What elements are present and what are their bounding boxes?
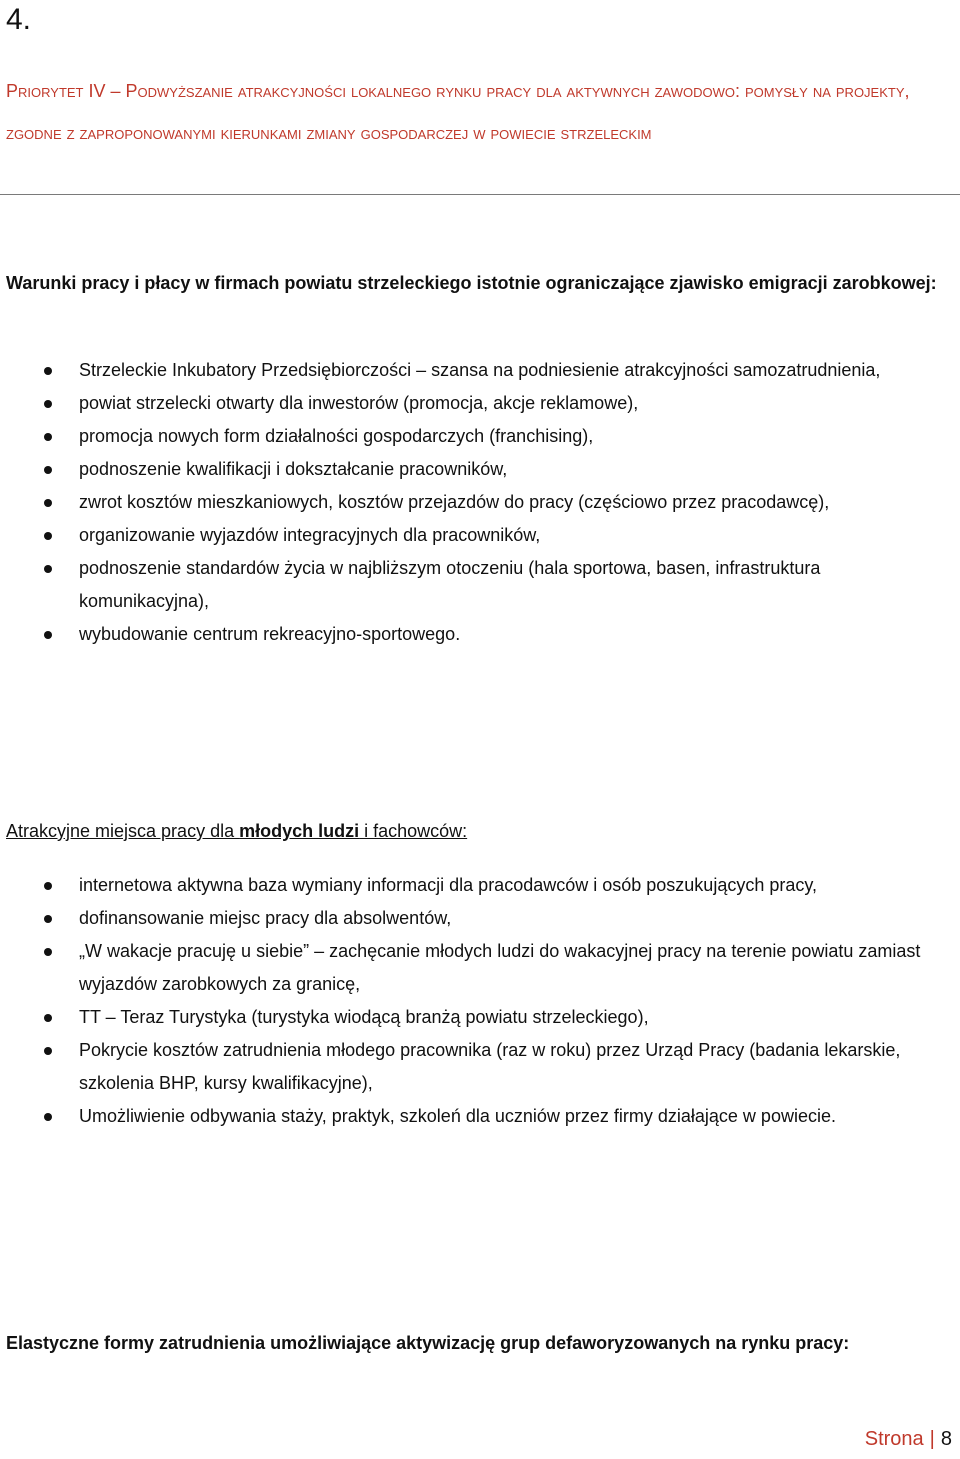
bullet-icon bbox=[44, 466, 52, 474]
heading-part: Atrakcyjne miejsca pracy dla bbox=[6, 821, 240, 841]
priority-title bbox=[6, 70, 951, 154]
list-item: Pokrycie kosztów zatrudnienia młodego pracownika (raz w roku) przez Urząd Pracy (badania lekarskie, szkolenia BHP, kursy kwalifikacyjne), bbox=[0, 1034, 955, 1100]
bullet-icon bbox=[44, 400, 52, 408]
bullet-icon bbox=[44, 433, 52, 441]
heading-part-emphasis: młodych ludzi bbox=[239, 821, 360, 841]
list-item: podnoszenie standardów życia w najbliższym otoczeniu (hala sportowa, basen, infrastruktura komunikacyjna), bbox=[0, 552, 955, 618]
bullet-icon bbox=[44, 1047, 52, 1055]
bullet-icon bbox=[44, 1113, 52, 1121]
list-item: zwrot kosztów mieszkaniowych, kosztów przejazdów do pracy (częściowo przez pracodawcę), bbox=[0, 486, 955, 519]
bullet-icon bbox=[44, 1014, 52, 1022]
priority-title-prefix: Priorytet IV – Podwyższanie bbox=[6, 81, 233, 101]
list-item: powiat strzelecki otwarty dla inwestorów (promocja, akcje reklamowe), bbox=[0, 387, 955, 420]
priority-title-rest: atrakcyjności lokalnego rynku pracy dla aktywnych zawodowo: pomysły na projekty, zgodne z zaproponowanymi kierunkami zmiany gospodarczej w powiecie strzeleckim bbox=[6, 81, 910, 143]
list-item: Strzeleckie Inkubatory Przedsiębiorczości – szansa na podniesienie atrakcyjności samozatrudnienia, bbox=[0, 354, 955, 387]
heading-part: i fachowców: bbox=[359, 821, 468, 841]
bullet-icon bbox=[44, 631, 52, 639]
footer-page-number: 8 bbox=[940, 1428, 952, 1450]
bullet-list-working-conditions bbox=[0, 354, 955, 651]
page-footer bbox=[865, 1424, 952, 1454]
section-number: 4. bbox=[6, 3, 32, 36]
bullet-icon bbox=[44, 882, 52, 890]
section-heading-working-conditions: Warunki pracy i płacy w firmach powiatu strzeleckiego istotnie ograniczające zjawisko emigracji zarobkowej: bbox=[6, 273, 937, 293]
section-heading-attractive-jobs bbox=[6, 815, 951, 847]
bullet-icon bbox=[44, 367, 52, 375]
footer-separator: | bbox=[929, 1428, 935, 1450]
list-item: promocja nowych form działalności gospodarczych (franchising), bbox=[0, 420, 955, 453]
list-item: wybudowanie centrum rekreacyjno-sportowego. bbox=[0, 618, 955, 651]
bullet-icon bbox=[44, 532, 52, 540]
bullet-icon bbox=[44, 565, 52, 573]
bullet-list-attractive-jobs bbox=[0, 869, 955, 1133]
section-heading-flexible-employment: Elastyczne formy zatrudnienia umożliwiające aktywizację grup defaworyzowanych na rynku pracy: bbox=[6, 1333, 850, 1353]
bullet-icon bbox=[44, 915, 52, 923]
bullet-icon bbox=[44, 499, 52, 507]
list-item: organizowanie wyjazdów integracyjnych dla pracowników, bbox=[0, 519, 955, 552]
list-item: dofinansowanie miejsc pracy dla absolwentów, bbox=[0, 902, 955, 935]
list-item: TT – Teraz Turystyka (turystyka wiodącą branżą powiatu strzeleckiego), bbox=[0, 1001, 955, 1034]
bullet-icon bbox=[44, 948, 52, 956]
list-item: Umożliwienie odbywania staży, praktyk, szkoleń dla uczniów przez firmy działające w powiecie. bbox=[0, 1100, 955, 1133]
footer-label: Strona bbox=[864, 1428, 924, 1450]
list-item: internetowa aktywna baza wymiany informacji dla pracodawców i osób poszukujących pracy, bbox=[0, 869, 955, 902]
list-item: podnoszenie kwalifikacji i dokształcanie pracowników, bbox=[0, 453, 955, 486]
list-item: „W wakacje pracuję u siebie” – zachęcanie młodych ludzi do wakacyjnej pracy na terenie powiatu zamiast wyjazdów zarobkowych za granicę, bbox=[0, 935, 955, 1001]
horizontal-rule bbox=[0, 194, 960, 195]
